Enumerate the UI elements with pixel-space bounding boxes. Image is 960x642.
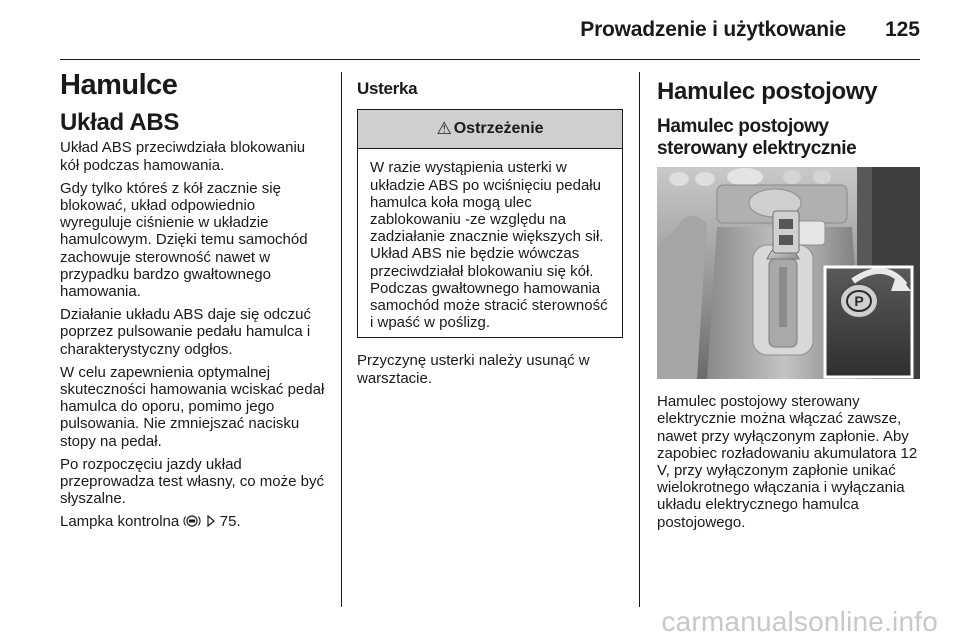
column-brakes — [60, 68, 328, 537]
column-fault — [357, 68, 623, 393]
lamp-page-ref[interactable]: 75. — [219, 513, 241, 531]
paragraph: Hamulec postojowy sterowany elektrycznie można włączać zawsze, nawet przy wyłączonym zapłonie. Aby zapobiec rozładowaniu akumulatora 12 V, przy wyłączonym zapłonie unikać wielokrotnego włączania i wyłączania układu elektrycznego hamulca postojowego. — [657, 393, 918, 531]
abs-warning-icon — [183, 514, 201, 528]
paragraph: Układ ABS przeciwdziała blokowaniu kół podczas hamowania. — [60, 139, 306, 174]
lamp-paragraph — [60, 513, 328, 530]
warning-title: Ostrzeżenie — [453, 120, 544, 138]
warning-body — [358, 149, 622, 337]
page-number: 125 — [884, 18, 920, 41]
column-divider — [341, 72, 342, 607]
paragraph: Gdy tylko któreś z kół zacznie się blokować, układ odpowiednio wyreguluje ciśnienie w układzie hamulcowym. Dzięki temu samochód zachowuje sterowność nawet w przypadku bardzo gwałtownego hamowania. — [60, 179, 308, 301]
section-heading-parking-brake: Hamulec postojowy — [657, 78, 878, 105]
parking-brake-photo — [657, 167, 920, 379]
section-heading-brakes: Hamulce — [60, 69, 178, 101]
subsection-heading-electric-parking-brake: Hamulec postojowy sterowany elektrycznie — [657, 115, 857, 160]
warning-box — [357, 109, 623, 338]
subsection-heading-abs: Układ ABS — [60, 108, 180, 136]
watermark: carmanualsonline.info — [661, 606, 938, 637]
page-reference-icon — [206, 514, 216, 528]
column-parking-brake — [657, 68, 920, 537]
paragraph: W celu zapewnienia optymalnej skuteczności hamowania wciskać pedał hamulca do oporu, pomimo jego pulsowania. Nie zmniejszać nacisku stopy na pedał. — [60, 363, 325, 450]
lamp-label: Lampka kontrolna — [60, 513, 180, 531]
warning-text: W razie wystąpienia usterki w układzie ABS po wciśnięciu pedału hamulca koła mogą ulec zablokowaniu -ze względu na zadziałanie znacznie większych sił. Układ ABS nie będzie wówczas przeciwdziałał blokowaniu się kół. Podczas gwałtownego hamowania samochód może stracić sterowność i wpaść w poślizg. — [370, 159, 608, 332]
warning-header — [358, 110, 622, 149]
paragraph: Po rozpoczęciu jazdy układ przeprowadza test własny, co może być słyszalne. — [60, 455, 325, 508]
paragraph: Przyczynę usterki należy usunąć w warsztacie. — [357, 352, 590, 387]
header-rule — [60, 59, 920, 60]
warning-triangle-icon: ⚠ — [436, 119, 452, 139]
paragraph: Działanie układu ABS daje się odczuć poprzez pulsowanie pedału hamulca i charakterystyczny odgłos. — [60, 306, 311, 358]
header-title: Prowadzenie i użytkowanie — [580, 18, 846, 41]
parking-brake-button-label: P — [854, 293, 864, 310]
column-divider — [639, 72, 640, 607]
section-heading-fault: Usterka — [357, 79, 418, 98]
